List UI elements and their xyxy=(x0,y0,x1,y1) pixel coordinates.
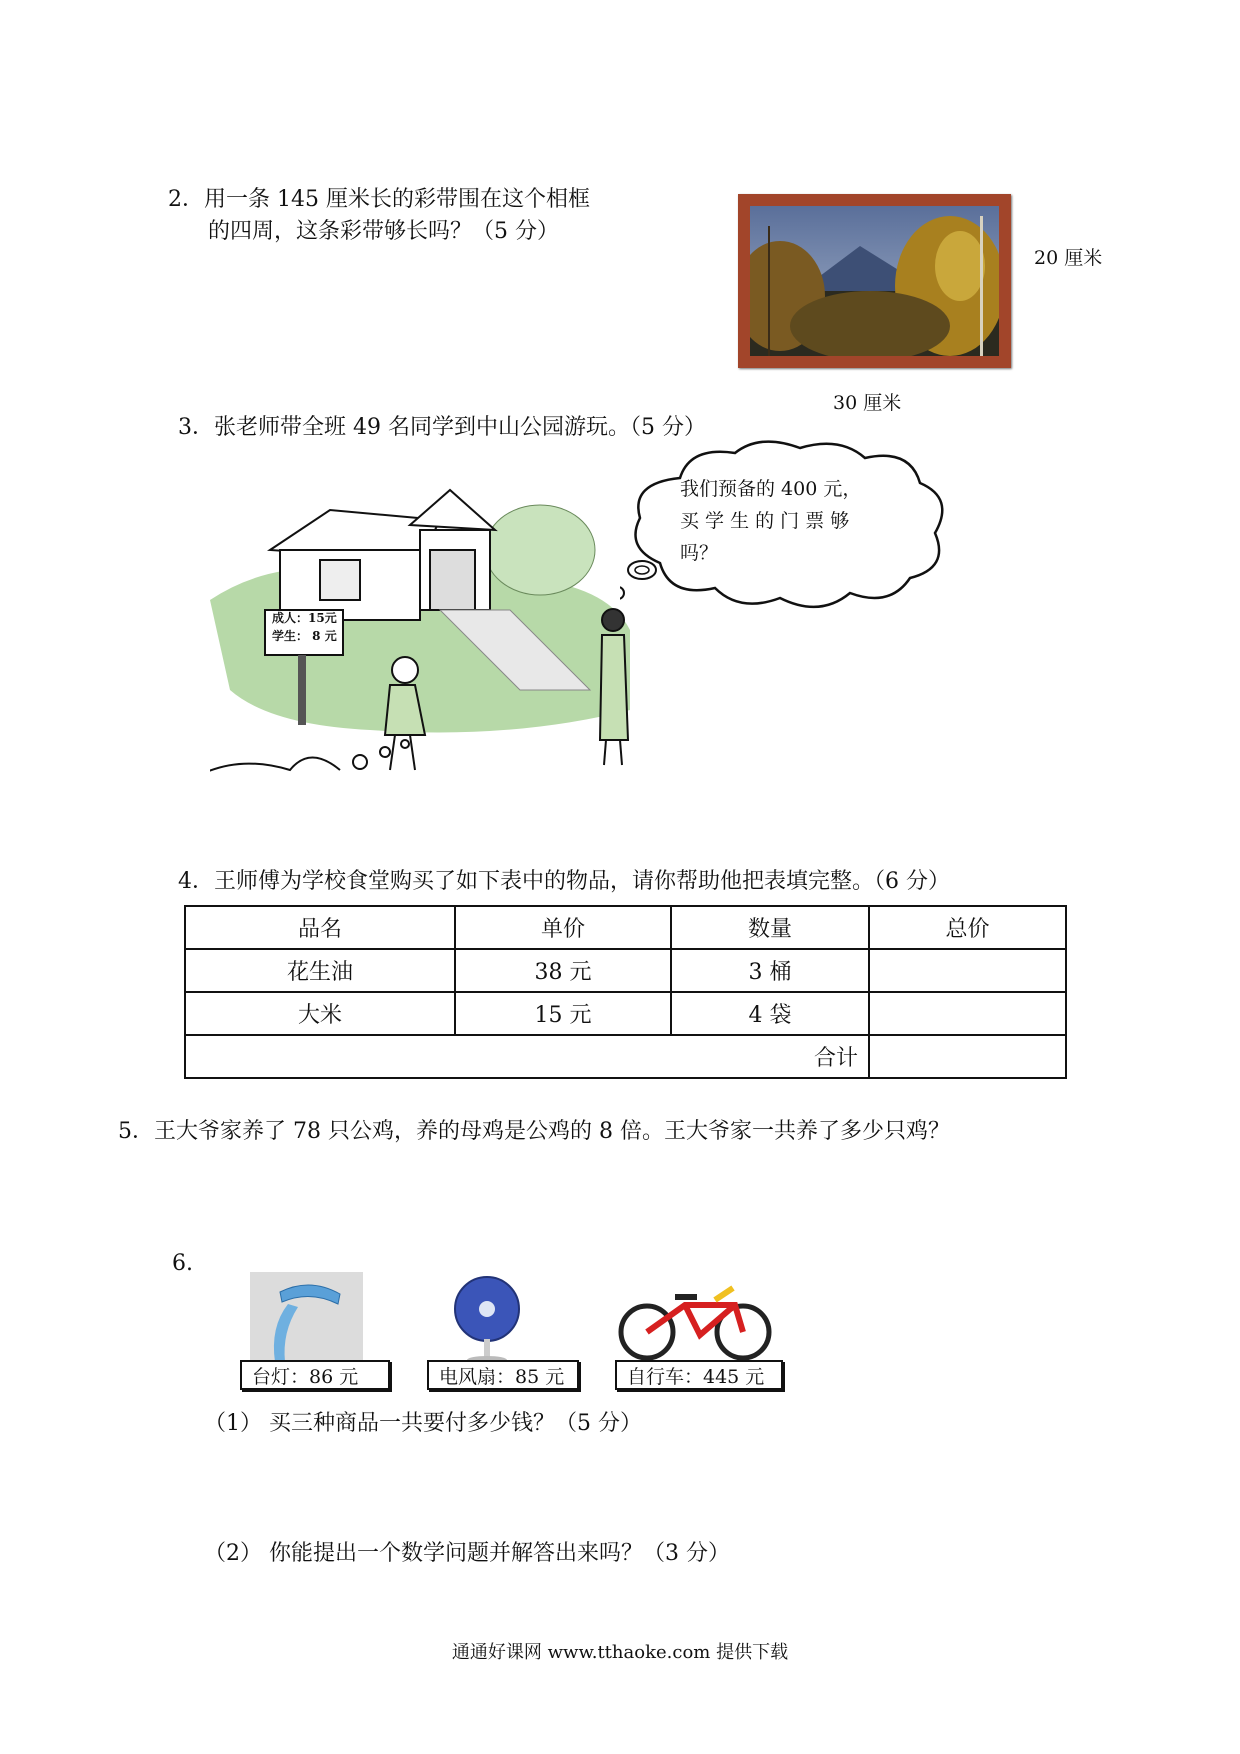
q2-line1: 2．用一条 145 厘米长的彩带围在这个相框 xyxy=(168,187,590,212)
picture-frame xyxy=(738,194,1011,368)
price-label-electric-fan: 电风扇：85 元 xyxy=(427,1360,579,1390)
purchase-table xyxy=(184,905,1067,1079)
header-item-name: 品名 xyxy=(185,906,455,949)
thought-line2: 买 学 生 的 门 票 够 xyxy=(680,510,850,532)
header-total-price: 总价 xyxy=(869,906,1066,949)
desk-lamp-icon xyxy=(250,1272,363,1362)
frame-height-label: 20 厘米 xyxy=(1034,247,1103,269)
electric-fan-icon xyxy=(447,1274,527,1364)
q2-line2: 的四周，这条彩带够长吗？（5 分） xyxy=(208,219,559,244)
q5-text: 5．王大爷家养了 78 只公鸡，养的母鸡是公鸡的 8 倍。王大爷家一共养了多少只鸡？ xyxy=(118,1119,950,1144)
cell-grand-total-input[interactable] xyxy=(869,1035,1066,1078)
thought-line1: 我们预备的 400 元， xyxy=(680,478,862,500)
table-total-row xyxy=(185,1035,1066,1078)
cell-item-name: 花生油 xyxy=(185,949,455,992)
q3-text: 3．张老师带全班 49 名同学到中山公园游玩。（5 分） xyxy=(178,415,706,440)
cell-total-input[interactable] xyxy=(869,949,1066,992)
header-unit-price: 单价 xyxy=(455,906,671,949)
q4-text: 4．王师傅为学校食堂购买了如下表中的物品，请你帮助他把表填完整。（6 分） xyxy=(178,869,950,894)
table-header-row xyxy=(185,906,1066,949)
header-quantity: 数量 xyxy=(671,906,869,949)
landscape-image xyxy=(750,206,999,356)
cell-unit-price: 15 元 xyxy=(455,992,671,1035)
table-row xyxy=(185,992,1066,1035)
cell-quantity: 4 袋 xyxy=(671,992,869,1035)
q6-sub1: （1） 买三种商品一共要付多少钱？（5 分） xyxy=(204,1411,642,1436)
cell-quantity: 3 桶 xyxy=(671,949,869,992)
thought-line3: 吗？ xyxy=(680,542,719,564)
sign-student-price: 学生： 8 元 xyxy=(272,629,337,643)
price-label-bicycle: 自行车：445 元 xyxy=(615,1360,783,1390)
price-label-desk-lamp: 台灯：86 元 xyxy=(240,1360,390,1390)
footer-credit: 通通好课网 www.tthaoke.com 提供下载 xyxy=(451,1642,789,1663)
sign-adult-price: 成人：15元 xyxy=(272,611,337,625)
cell-unit-price: 38 元 xyxy=(455,949,671,992)
q6-number: 6. xyxy=(172,1251,193,1276)
total-label: 合计 xyxy=(185,1035,869,1078)
table-row xyxy=(185,949,1066,992)
bicycle-icon xyxy=(615,1280,775,1360)
cell-total-input[interactable] xyxy=(869,992,1066,1035)
frame-width-label: 30 厘米 xyxy=(833,392,902,414)
cell-item-name: 大米 xyxy=(185,992,455,1035)
q6-sub2: （2） 你能提出一个数学问题并解答出来吗？（3 分） xyxy=(204,1541,730,1566)
